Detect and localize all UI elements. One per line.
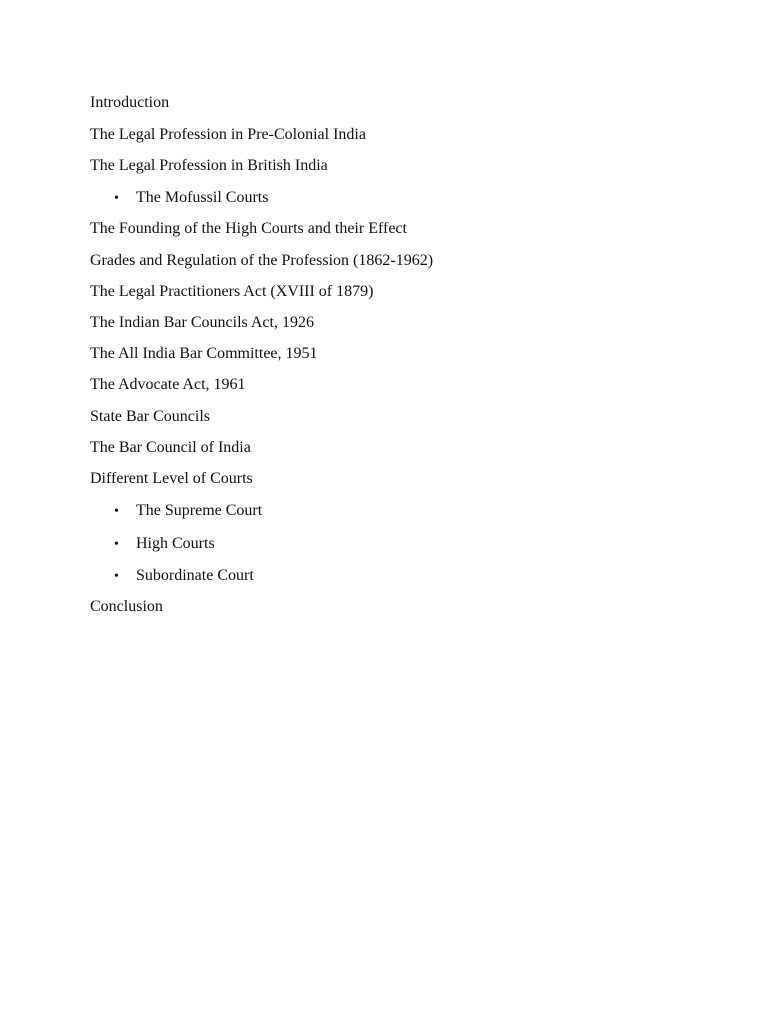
outline-item-conclusion: Conclusion <box>90 598 163 615</box>
outline-item-legal-practitioners-act: The Legal Practitioners Act (XVIII of 1879) <box>90 283 374 300</box>
outline-item-advocate-act: The Advocate Act, 1961 <box>90 376 246 393</box>
outline-item-grades-regulation: Grades and Regulation of the Profession (1862-1962) <box>90 252 434 269</box>
outline-item-introduction: Introduction <box>90 94 170 111</box>
outline-subitem-label: High Courts <box>136 535 215 552</box>
bullet-icon: • <box>114 537 119 552</box>
outline-subitem-supreme-court <box>114 501 262 522</box>
outline-item-pre-colonial: The Legal Profession in Pre-Colonial India <box>90 126 366 143</box>
outline-item-bar-council-of-india: The Bar Council of India <box>90 439 251 456</box>
bullet-icon: • <box>114 191 119 206</box>
outline-item-all-india-bar-committee: The All India Bar Committee, 1951 <box>90 345 318 362</box>
outline-item-british-india: The Legal Profession in British India <box>90 157 328 174</box>
outline-subitem-label: Subordinate Court <box>136 567 254 584</box>
bullet-icon: • <box>114 504 119 519</box>
outline-item-different-level-of-courts: Different Level of Courts <box>90 470 253 487</box>
outline-item-indian-bar-councils-act: The Indian Bar Councils Act, 1926 <box>90 314 314 331</box>
bullet-icon: • <box>114 569 119 584</box>
outline-subitem-high-courts <box>114 534 215 555</box>
outline-subitem-label: The Mofussil Courts <box>136 189 269 206</box>
outline-subitem-label: The Supreme Court <box>136 502 263 519</box>
outline-subitem-subordinate-court <box>114 566 254 587</box>
outline-subitem-mofussil-courts <box>114 188 268 209</box>
outline-item-state-bar-councils: State Bar Councils <box>90 408 210 425</box>
outline-item-high-courts-founding: The Founding of the High Courts and their Effect <box>90 220 407 237</box>
